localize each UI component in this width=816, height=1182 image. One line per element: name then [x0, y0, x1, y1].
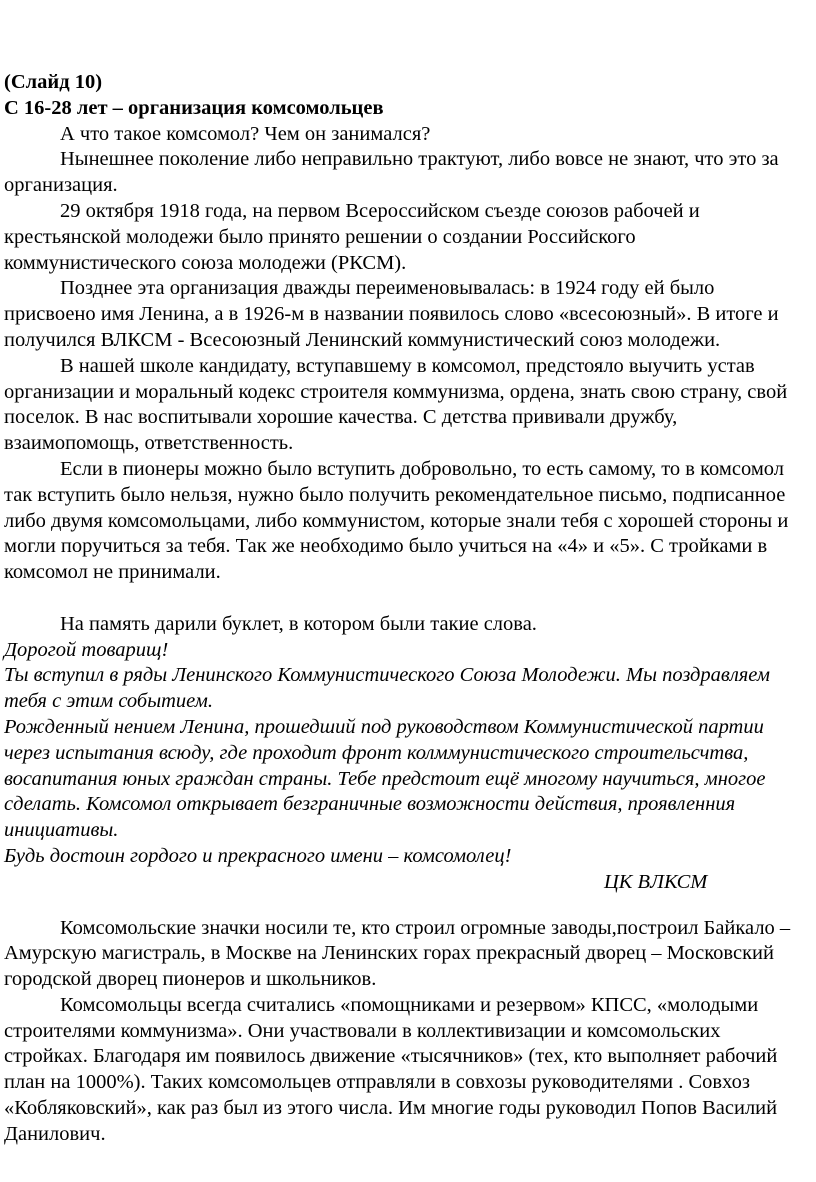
- document-body: [4, 70, 808, 1148]
- booklet-intro: На память дарили буклет, в котором были такие слова.: [60, 612, 537, 635]
- paragraph-komsomol-role: Комсомольцы всегда считались «помощниками и резервом» КПСС, «молодыми строителями коммунизма». Они участвовали в коллективизации и комсомольских стройках. Благодаря им появилось движение «тысячников» (тех, кто выполняет рабочий план на 1000%). Таких комсомольцев отправляли в совхозы руководителями . Совхоз «Кобляковский», как раз был из этого числа. Им многие годы руководил Попов Василий Данилович.: [4, 993, 778, 1145]
- paragraph-renaming: Позднее эта организация дважды переименовывалась: в 1924 году ей было присвоено имя Ленина, а в 1926-м в названии появилось слово «всесоюзный». В итоге и получился ВЛКСМ - Всесоюзный Ленинский коммунистический союз молодежи.: [4, 277, 779, 351]
- spacer: [4, 896, 808, 916]
- section-title: С 16-28 лет – организация комсомольцев: [4, 96, 384, 119]
- spacer: [4, 586, 808, 612]
- booklet-closing: Будь достоин гордого и прекрасного имени – комсомолец!: [4, 844, 512, 867]
- booklet-body: Рожденный нением Ленина, прошедший под руководством Коммунистической партии через испытания всюду, где проходит фронт колммунистического строительсчтва, восапитания юных граждан страны. Тебе предстоит ещё многому научиться, многое сделать. Комсомол открывает безграничные возможности действия, проявленния инициативы.: [4, 715, 766, 842]
- paragraph-admission: Если в пионеры можно было вступить добровольно, то есть самому, то в комсомол так вступить было нельзя, нужно было получить рекомендательное письмо, подписанное либо двумя комсомольцами, либо коммунистом, которые знали тебя с хорошей стороны и могли поручиться за тебя. Так же необходимо было учиться на «4» и «5». С тройками в комсомол не принимали.: [4, 457, 789, 584]
- booklet-signature: ЦК ВЛКСМ: [604, 870, 708, 893]
- paragraph-founding: 29 октября 1918 года, на первом Всероссийском съезде союзов рабочей и крестьянской молодежи было принято решении о создании Российского коммунистического союза молодежи (РКСМ).: [4, 199, 700, 274]
- booklet-congrats: Ты вступил в ряды Ленинского Коммунистического Союза Молодежи. Мы поздравляем тебя с этим событием.: [4, 664, 770, 713]
- slide-label: (Слайд 10): [4, 71, 103, 93]
- paragraph-generation: Нынешнее поколение либо неправильно трактуют, либо вовсе не знают, что это за организация.: [4, 148, 779, 197]
- paragraph-school: В нашей школе кандидату, вступавшему в комсомол, предстояло выучить устав организации и моральный кодекс строителя коммунизма, ордена, знать свою страну, свой поселок. В нас воспитывали хорошие качества. С детства прививали дружбу, взаимопомощь, ответственность.: [4, 354, 788, 455]
- paragraph-question: А что такое комсомол? Чем он занимался?: [60, 122, 431, 145]
- booklet-greeting: Дорогой товарищ!: [4, 638, 169, 661]
- paragraph-badges: Комсомольские значки носили те, кто строил огромные заводы,построил Байкало – Амурскую магистраль, в Москве на Ленинских горах прекрасный дворец – Московский городской дворец пионеров и школьников.: [4, 916, 791, 991]
